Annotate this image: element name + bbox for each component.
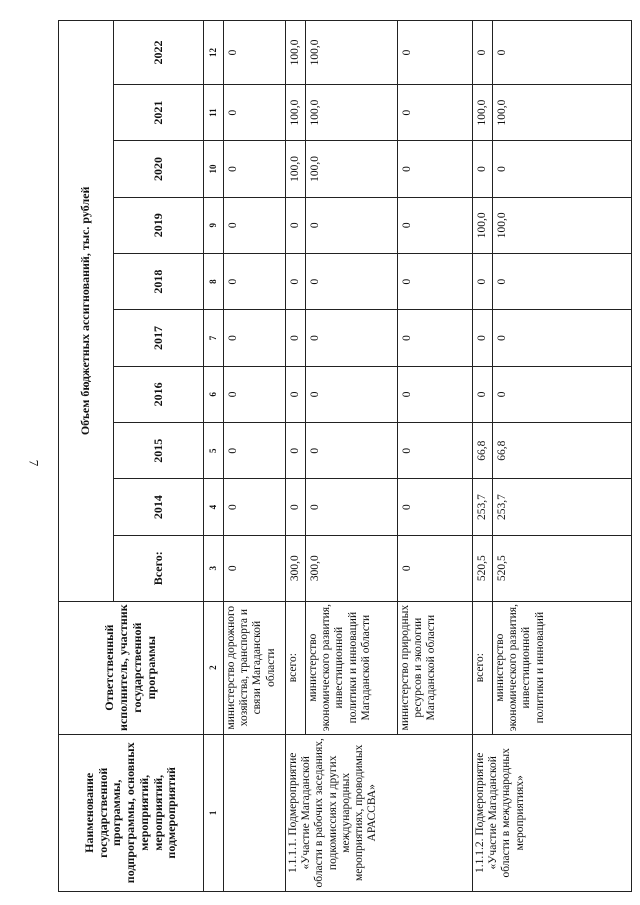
value-cell: 520,5 bbox=[473, 535, 493, 601]
index-cell: 10 bbox=[204, 141, 224, 197]
value-cell: 0 bbox=[493, 366, 632, 422]
value-cell: 0 bbox=[286, 310, 306, 366]
value-cell: 100,0 bbox=[286, 84, 306, 140]
header-year: 2022 bbox=[114, 21, 204, 85]
value-cell: 0 bbox=[306, 479, 398, 535]
value-cell: 0 bbox=[306, 197, 398, 253]
index-cell: 7 bbox=[204, 310, 224, 366]
row-executor: министерство экономического развития, инвестиционной политики и инноваций Магаданской области bbox=[306, 601, 398, 734]
value-cell: 100,0 bbox=[306, 84, 398, 140]
value-cell: 100,0 bbox=[493, 84, 632, 140]
index-cell: 6 bbox=[204, 366, 224, 422]
header-year: 2021 bbox=[114, 84, 204, 140]
value-cell: 0 bbox=[224, 310, 286, 366]
value-cell: 0 bbox=[398, 21, 473, 85]
value-cell: 0 bbox=[473, 366, 493, 422]
value-cell: 0 bbox=[398, 197, 473, 253]
value-cell: 0 bbox=[224, 423, 286, 479]
index-cell: 12 bbox=[204, 21, 224, 85]
value-cell: 100,0 bbox=[306, 21, 398, 85]
value-cell: 0 bbox=[493, 253, 632, 309]
index-cell: 1 bbox=[204, 734, 224, 891]
value-cell: 253,7 bbox=[493, 479, 632, 535]
header-total: Всего: bbox=[114, 535, 204, 601]
value-cell: 100,0 bbox=[286, 21, 306, 85]
value-cell: 0 bbox=[493, 21, 632, 85]
value-cell: 0 bbox=[473, 253, 493, 309]
value-cell: 0 bbox=[306, 310, 398, 366]
row-executor: министерство природных ресурсов и экологии Магаданской области bbox=[398, 601, 473, 734]
rotated-table-area bbox=[58, 20, 632, 892]
header-name: Наименование государственной программы, подпрограммы, основных мероприятий, мероприятий, подмероприятий bbox=[59, 734, 204, 891]
header-year: 2014 bbox=[114, 479, 204, 535]
page-number: 7 bbox=[26, 459, 42, 467]
row-executor: министерство дорожного хозяйства, транспорта и связи Магаданской области bbox=[224, 601, 286, 734]
value-cell: 100,0 bbox=[473, 197, 493, 253]
value-cell: 300,0 bbox=[306, 535, 398, 601]
index-cell: 9 bbox=[204, 197, 224, 253]
value-cell: 0 bbox=[473, 141, 493, 197]
value-cell: 0 bbox=[306, 253, 398, 309]
table-row bbox=[286, 21, 306, 892]
value-cell: 100,0 bbox=[473, 84, 493, 140]
value-cell: 0 bbox=[224, 21, 286, 85]
header-year: 2016 bbox=[114, 366, 204, 422]
header-year: 2020 bbox=[114, 141, 204, 197]
value-cell: 66,8 bbox=[473, 423, 493, 479]
index-cell: 3 bbox=[204, 535, 224, 601]
value-cell: 100,0 bbox=[286, 141, 306, 197]
value-cell: 0 bbox=[398, 253, 473, 309]
header-year: 2018 bbox=[114, 253, 204, 309]
index-cell: 5 bbox=[204, 423, 224, 479]
value-cell: 0 bbox=[398, 141, 473, 197]
value-cell: 0 bbox=[224, 197, 286, 253]
value-cell: 0 bbox=[398, 535, 473, 601]
row-name: 1.1.1.1. Подмероприятие «Участие Магаданской области в рабочих заседаниях, подкомиссиях и других международных мероприятиях, проводимых АРАССВА» bbox=[286, 734, 473, 891]
header-row-1 bbox=[59, 21, 114, 892]
value-cell: 0 bbox=[286, 253, 306, 309]
value-cell: 253,7 bbox=[473, 479, 493, 535]
index-cell: 8 bbox=[204, 253, 224, 309]
value-cell: 0 bbox=[493, 141, 632, 197]
value-cell: 0 bbox=[398, 310, 473, 366]
value-cell: 100,0 bbox=[306, 141, 398, 197]
header-budget: Объем бюджетных ассигнований, тыс. рублей bbox=[59, 21, 114, 602]
row-executor: всего: bbox=[473, 601, 493, 734]
value-cell: 0 bbox=[224, 253, 286, 309]
value-cell: 100,0 bbox=[493, 197, 632, 253]
header-year: 2015 bbox=[114, 423, 204, 479]
value-cell: 0 bbox=[286, 366, 306, 422]
header-year: 2019 bbox=[114, 197, 204, 253]
value-cell: 0 bbox=[306, 366, 398, 422]
value-cell: 0 bbox=[286, 423, 306, 479]
value-cell: 0 bbox=[224, 366, 286, 422]
index-row bbox=[204, 21, 224, 892]
value-cell: 0 bbox=[493, 310, 632, 366]
value-cell: 0 bbox=[224, 84, 286, 140]
value-cell: 0 bbox=[398, 84, 473, 140]
row-name: 1.1.1.2. Подмероприятие «Участие Магаданской области в международных мероприятиях» bbox=[473, 734, 632, 891]
value-cell: 0 bbox=[306, 423, 398, 479]
table-row bbox=[224, 21, 286, 892]
value-cell: 520,5 bbox=[493, 535, 632, 601]
row-executor: министерство экономического развития, инвестиционной политики и инноваций bbox=[493, 601, 632, 734]
value-cell: 300,0 bbox=[286, 535, 306, 601]
value-cell: 0 bbox=[398, 366, 473, 422]
table-row bbox=[473, 21, 493, 892]
value-cell: 0 bbox=[224, 479, 286, 535]
value-cell: 0 bbox=[473, 310, 493, 366]
row-name bbox=[224, 734, 286, 891]
budget-table-wrapper bbox=[58, 20, 632, 892]
value-cell: 0 bbox=[224, 535, 286, 601]
value-cell: 0 bbox=[473, 21, 493, 85]
value-cell: 0 bbox=[398, 423, 473, 479]
index-cell: 11 bbox=[204, 84, 224, 140]
header-executor: Ответственный исполнитель, участник государственной программы bbox=[59, 601, 204, 734]
value-cell: 0 bbox=[224, 141, 286, 197]
value-cell: 0 bbox=[286, 197, 306, 253]
index-cell: 2 bbox=[204, 601, 224, 734]
value-cell: 0 bbox=[398, 479, 473, 535]
header-year: 2017 bbox=[114, 310, 204, 366]
value-cell: 0 bbox=[286, 479, 306, 535]
value-cell: 66,8 bbox=[493, 423, 632, 479]
row-executor: всего: bbox=[286, 601, 306, 734]
budget-table bbox=[58, 20, 632, 892]
index-cell: 4 bbox=[204, 479, 224, 535]
